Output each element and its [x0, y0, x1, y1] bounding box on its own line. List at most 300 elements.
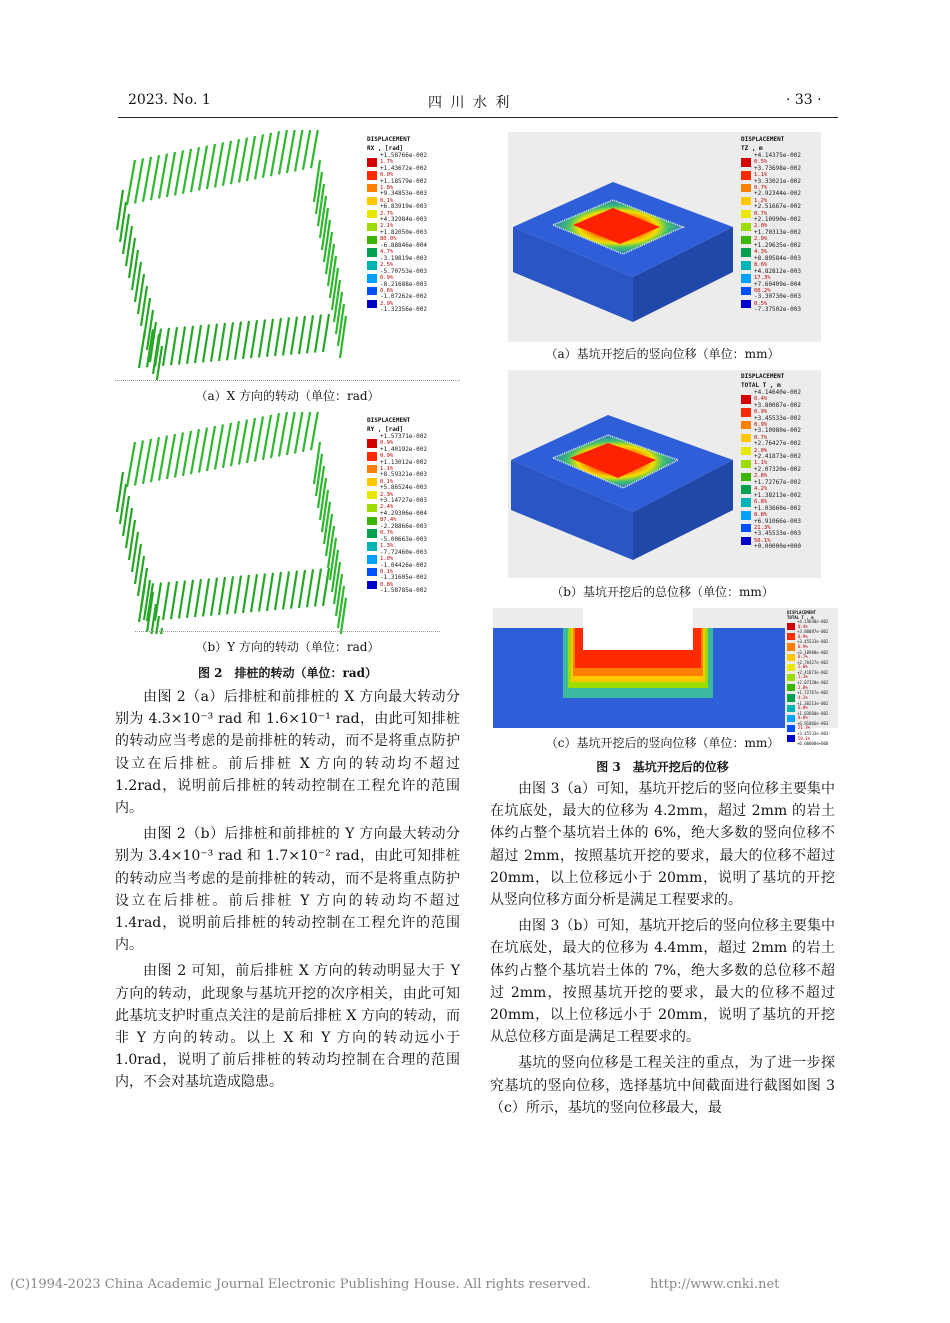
legend-swatch: [787, 684, 795, 691]
legend-swatch: [741, 498, 751, 506]
pile-segment: [167, 434, 175, 479]
legend-swatch: [367, 568, 377, 576]
pile-segment: [259, 320, 265, 358]
pile-segment: [235, 576, 241, 614]
legend-percent: 8.6%: [754, 262, 768, 269]
pile-segment: [215, 142, 223, 187]
pile-segment: [195, 325, 201, 363]
legend-value-label: -2.28866e-003: [380, 522, 427, 530]
pile-segment: [299, 316, 305, 354]
pile-segment: [283, 571, 289, 609]
legend-percent: 0.5%: [754, 159, 768, 166]
pile-segment: [215, 424, 223, 469]
journal-name: 四 川 水 利: [428, 95, 512, 111]
pile-segment: [279, 412, 287, 457]
legend-percent: 0.6%: [380, 287, 394, 294]
fig2b: [115, 412, 460, 634]
legend-value-label: +6.91066e-003: [754, 517, 801, 525]
fig3c-caption: （c）基坑开挖后的竖向位移（单位：mm）: [545, 736, 780, 750]
pile-segment: [231, 139, 239, 184]
legend-percent: 1.1%: [380, 465, 394, 472]
legend-swatch: [787, 664, 795, 671]
legend-value-label: +4.32984e-003: [380, 216, 427, 224]
pile-segment: [291, 571, 297, 609]
pile-segment: [239, 138, 247, 183]
pile-segment: [255, 416, 263, 461]
pile-segment: [255, 134, 263, 179]
legend-swatch: [367, 517, 377, 525]
legend-percent: 8.8%: [798, 715, 808, 721]
legend-percent: 0.9%: [754, 408, 768, 415]
legend-percent: 0.5%: [754, 300, 768, 307]
legend-subtitle: TOTAL T , m: [741, 381, 781, 389]
legend-percent: 2.0%: [754, 447, 768, 454]
fig3a: [508, 132, 821, 342]
pile-segment: [159, 436, 167, 481]
legend-value-label: +6.91066e-003: [797, 720, 829, 726]
legend-value-label: +5.86524e-003: [380, 484, 427, 492]
legend-value-label: +1.43672e-002: [380, 164, 427, 172]
legend-swatch: [367, 542, 377, 550]
pile-segment: [199, 146, 207, 191]
pile-segment: [163, 328, 169, 366]
pile-segment: [175, 150, 183, 195]
legend-value-label: +0.00000e+000: [754, 543, 801, 551]
paragraph: 由图 3（b）可知，基坑开挖后的竖向位移主要集中在坑底处，最大的位移为 4.4mm，超过 2mm 的岩土体约占整个基坑岩土体的 7%，绝大多数的总位移不超过 2mm，按照基坑开挖的要求，最大的位移不超过 20mm，以上位移远小于 20mm，说明了基坑的开挖从总位移方面是满足工程要求的。: [490, 918, 835, 1046]
legend-swatch: [741, 274, 751, 282]
legend-swatch: [787, 715, 795, 722]
legend-swatch: [367, 465, 377, 473]
fig3b-contour-image: [508, 370, 738, 578]
legend-percent: 0.1%: [380, 478, 394, 485]
pile-segment: [311, 130, 319, 168]
legend-swatch: [741, 184, 751, 192]
legend-value-label: +3.80087e-002: [797, 629, 829, 635]
pile-segment: [171, 581, 177, 619]
pile-segment: [251, 574, 257, 612]
legend-swatch: [787, 623, 795, 630]
legend-percent: 0.4%: [754, 396, 768, 403]
legend-value-label: -7.72460e-003: [380, 548, 427, 556]
pile-segment: [187, 580, 193, 618]
legend-value-label: +2.07320e-002: [754, 466, 801, 474]
legend-value-label: +6.83919e-003: [380, 203, 427, 211]
pile-segment: [295, 130, 303, 171]
legend-value-label: +2.07320e-002: [797, 680, 829, 686]
legend-percent: 4.2%: [798, 694, 808, 700]
legend-percent: 0.4%: [798, 623, 808, 629]
legend-value-label: +3.14727e-003: [380, 497, 427, 505]
paragraph: 基坑的竖向位移是工程关注的重点，为了进一步探究基坑的竖向位移，选择基坑中间截面进行截图如图 3（c）所示，基坑的竖向位移最大，最: [490, 1055, 835, 1116]
pile-segment: [199, 428, 207, 473]
left-column-text: [115, 686, 460, 1094]
legend-swatch: [741, 473, 751, 481]
paragraph: 由图 2（a）后排桩和前排桩的 X 方向最大转动分别为 4.3×10⁻³ rad 和 1.6×10⁻¹ rad，由此可知排桩的转动应当考虑的是前排桩的转动，而不是将重点防护设立在后排桩。前后排桩 X 方向的转动均不超过 1.2rad，说明前后排桩的转动控制在工程允许的范围内。: [115, 689, 460, 817]
legend-value-label: +1.40192e-002: [380, 445, 427, 453]
fig3b: [508, 370, 821, 578]
pile-segment: [203, 578, 209, 616]
page-number: · 33 ·: [786, 92, 822, 108]
fig3-title: 图 3 基坑开挖后的位移: [596, 760, 729, 774]
footer-url[interactable]: http://www.cnki.net: [650, 1277, 780, 1292]
legend-value-label: +8.89584e-003: [754, 254, 801, 262]
legend-value-label: +1.03660e-002: [754, 504, 801, 512]
legend-value-label: -5.70753e-003: [380, 267, 427, 275]
legend-value-label: +2.10990e-002: [754, 216, 801, 224]
legend-value-label: -3.19819e-003: [380, 254, 427, 262]
legend-percent: 50.1%: [798, 735, 811, 741]
legend-value-label: +1.57371e-002: [380, 432, 427, 440]
legend-swatch: [741, 261, 751, 269]
legend-value-label: +3.33021e-002: [754, 177, 801, 185]
legend-swatch: [787, 705, 795, 712]
legend-percent: 0.7%: [380, 530, 394, 537]
pile-segment: [271, 413, 279, 458]
legend-swatch: [741, 460, 751, 468]
pile-segment: [227, 322, 233, 360]
legend-percent: 0.7%: [754, 184, 768, 191]
pile-segment: [191, 147, 199, 192]
pile-segment: [207, 144, 215, 189]
pile-segment: [179, 327, 185, 365]
fig2b-sep: [135, 631, 440, 632]
legend-swatch: [741, 408, 751, 416]
pile-segment: [323, 568, 329, 606]
legend-percent: 2.8%: [754, 473, 768, 480]
legend-value-label: +3.10980e-002: [754, 427, 801, 435]
pile-segment: [135, 440, 143, 485]
pile-segment: [227, 576, 233, 614]
fig2a-sep: [115, 380, 460, 381]
pile-segment: [251, 320, 257, 358]
legend-swatch: [367, 171, 377, 179]
legend-value-label: +1.70313e-002: [754, 229, 801, 237]
legend-value: [741, 545, 801, 549]
legend-value-label: +3.45533e-003: [797, 731, 829, 737]
pile-segment: [135, 158, 143, 203]
fig2-title: 图 2 排桩的转动（单位：rad）: [197, 666, 378, 680]
pile-segment: [127, 442, 135, 487]
pile-segment: [299, 570, 305, 608]
legend-value-label: +1.18579e-002: [380, 177, 427, 185]
pile-segment: [275, 318, 281, 356]
legend-value-label: -1.04426e-002: [380, 561, 427, 569]
legend-swatch: [787, 654, 795, 661]
pile-segment: [235, 322, 241, 360]
fig3b-legend: [741, 373, 801, 550]
legend-percent: 2.9%: [754, 236, 768, 243]
journal-issue: 2023. No. 1: [128, 92, 211, 108]
legend-value-label: +1.29635e-002: [754, 241, 801, 249]
legend-swatch: [741, 511, 751, 519]
legend-percent: 2.1%: [380, 223, 394, 230]
legend-swatch: [367, 184, 377, 192]
pile-segment: [171, 327, 177, 365]
legend-swatch: [367, 581, 377, 589]
legend-value-label: +4.14640e-002: [754, 388, 801, 396]
legend-value-label: +1.72767e-002: [754, 478, 801, 486]
legend-percent: 1.3%: [380, 543, 394, 550]
legend-percent: 17.3%: [754, 274, 771, 281]
legend-value-label: +3.10980e-002: [797, 649, 829, 655]
legend-percent: 60.2%: [754, 287, 771, 294]
pile-segment: [163, 582, 169, 620]
pile-segment: [267, 319, 273, 357]
legend-percent: 2.4%: [380, 504, 394, 511]
legend-value-label: +4.14375e-002: [754, 151, 801, 159]
legend-percent: 50.1%: [754, 537, 771, 544]
legend-value-label: +8.59321e-003: [380, 471, 427, 479]
pile-segment: [243, 321, 249, 359]
legend-swatch: [367, 300, 377, 308]
fig2a-legend: [367, 136, 427, 313]
pile-segment: [295, 412, 303, 453]
legend-percent: 2.9%: [380, 300, 394, 307]
legend-percent: 1.2%: [754, 197, 768, 204]
legend-percent: 2.5%: [380, 262, 394, 269]
legend-swatch: [367, 504, 377, 512]
pile-segment: [259, 574, 265, 612]
pile-segment: [291, 317, 297, 355]
pile-segment: [219, 323, 225, 361]
pile-segment: [223, 141, 231, 186]
pile-segment: [167, 152, 175, 197]
pile-segment: [287, 130, 295, 173]
pile-segment: [315, 315, 321, 353]
legend-value-label: +1.72767e-002: [797, 690, 829, 696]
legend-value-label: -8.21688e-003: [380, 280, 427, 288]
legend-percent: 0.9%: [798, 633, 808, 639]
legend-percent: 1.1%: [754, 171, 768, 178]
pile-segment: [307, 569, 313, 607]
legend-value-label: +0.00000e+000: [797, 741, 829, 747]
pile-segment: [139, 330, 145, 368]
fig3b-caption: （b）基坑开挖后的总位移（单位：mm）: [551, 585, 774, 599]
legend-value-label: +1.82050e-003: [380, 229, 427, 237]
legend-value: [367, 308, 427, 312]
pile-segment: [143, 157, 151, 202]
legend-swatch: [787, 643, 795, 650]
legend-percent: 0.7%: [798, 654, 808, 660]
pile-segment: [143, 439, 151, 484]
legend-swatch: [367, 478, 377, 486]
pile-segment: [151, 155, 159, 200]
legend-swatch: [367, 287, 377, 295]
legend-swatch: [741, 210, 751, 218]
legend-value-label: +3.45533e-002: [754, 414, 801, 422]
legend-swatch: [741, 434, 751, 442]
pile-segment: [175, 432, 183, 477]
legend-value-label: -7.37502e-003: [754, 306, 801, 314]
legend-swatch: [367, 236, 377, 244]
pile-segment: [275, 572, 281, 610]
pile-segment: [159, 154, 167, 199]
pile-segment: [183, 149, 191, 194]
legend-swatch: [367, 555, 377, 563]
legend-value: [741, 308, 801, 312]
legend-swatch: [367, 210, 377, 218]
legend-percent: 0.9%: [754, 421, 768, 428]
pile-segment: [239, 420, 247, 465]
legend-title: DISPLACEMENT: [367, 417, 411, 424]
legend-subtitle: RX , [rad]: [367, 144, 404, 152]
legend-value-label: +2.92344e-002: [754, 190, 801, 198]
legend-percent: 1.1%: [798, 674, 808, 680]
legend-percent: 0.7%: [754, 210, 768, 217]
legend-percent: 2.0%: [798, 664, 808, 670]
legend-swatch: [741, 171, 751, 179]
fig2b-piles-image: [115, 412, 355, 634]
legend-swatch: [367, 274, 377, 282]
legend-value-label: +9.34853e-003: [380, 190, 427, 198]
legend-swatch: [367, 248, 377, 256]
legend-value-label: -3.30730e-003: [754, 293, 801, 301]
legend-swatch: [741, 158, 751, 166]
legend-percent: 2.8%: [798, 684, 808, 690]
legend-percent: 8.8%: [754, 511, 768, 518]
legend-title: DISPLACEMENT: [741, 136, 785, 143]
legend-swatch: [741, 485, 751, 493]
legend-swatch: [367, 197, 377, 205]
paragraph: 由图 2（b）后排桩和前排桩的 Y 方向最大转动分别为 3.4×10⁻³ rad 和 1.7×10⁻² rad，由此可知排桩的转动应当考虑的是前排桩的转动，而不是将重点防护设立在后排桩。前后排桩 Y 方向的转动均不超过 1.4rad，说明前后排桩的转动控制在工程允许的范围内。: [115, 826, 460, 954]
right-column-text: [490, 778, 835, 1119]
pile-segment: [179, 581, 185, 619]
legend-value-label: +3.45533e-003: [754, 530, 801, 538]
fig3a-caption: （a）基坑开挖后的竖向位移（单位：mm）: [545, 347, 780, 361]
legend-swatch: [787, 633, 795, 640]
pile-segment: [311, 412, 319, 450]
legend-percent: 2.0%: [754, 223, 768, 230]
legend-percent: 80.0%: [380, 236, 397, 243]
fig2b-caption: （b）Y 方向的转动（单位：rad）: [195, 640, 380, 654]
pile-segment: [287, 412, 295, 455]
pile-segment: [271, 131, 279, 176]
legend-swatch: [741, 236, 751, 244]
legend-value-label: -5.00663e-003: [380, 535, 427, 543]
legend-percent: 1.8%: [380, 184, 394, 191]
legend-swatch: [741, 287, 751, 295]
legend-value-label: +2.41873e-002: [754, 453, 801, 461]
legend-value-label: +3.80087e-002: [754, 401, 801, 409]
legend-value-label: +7.60409e-004: [754, 280, 801, 288]
fig3c-section-image: [493, 608, 785, 728]
legend-swatch: [741, 223, 751, 231]
legend-percent: 2.7%: [380, 210, 394, 217]
pile-segment: [263, 133, 271, 178]
pile-segment: [155, 583, 161, 621]
legend-swatch: [787, 725, 795, 732]
legend-percent: 0.9%: [380, 452, 394, 459]
legend-title: DISPLACEMENT: [787, 610, 816, 615]
legend-percent: 0.0%: [380, 171, 394, 178]
pile-segment: [183, 431, 191, 476]
legend-subtitle: TOTAL T , m: [787, 615, 814, 620]
legend-value-label: +1.13012e-002: [380, 458, 427, 466]
legend-swatch: [741, 248, 751, 256]
pile-segment: [247, 136, 255, 181]
legend-swatch: [367, 439, 377, 447]
legend-percent: 0.7%: [754, 434, 768, 441]
legend-title: DISPLACEMENT: [741, 373, 785, 380]
legend-value-label: +1.58766e-002: [380, 151, 427, 159]
pile-segment: [191, 429, 199, 474]
legend-value-label: +3.73698e-002: [754, 164, 801, 172]
legend-swatch: [367, 452, 377, 460]
legend-value-label: +1.38213e-002: [797, 700, 829, 706]
footer-copyright: (C)1994-2023 China Academic Journal Electronic Publishing House. All rights reserved.: [10, 1277, 591, 1292]
pile-segment: [151, 437, 159, 482]
legend-value-label: +1.03660e-002: [797, 710, 829, 716]
legend-value-label: +2.41873e-002: [797, 669, 829, 675]
pile-segment: [283, 317, 289, 355]
legend-percent: 4.3%: [754, 249, 768, 256]
legend-percent: 0.9%: [380, 274, 394, 281]
legend-percent: 0.9%: [380, 440, 394, 447]
legend-swatch: [741, 197, 751, 205]
pile-segment: [315, 569, 321, 607]
legend-swatch: [367, 261, 377, 269]
pile-segment: [223, 423, 231, 468]
pile-segment: [195, 579, 201, 617]
legend-value: [367, 589, 427, 593]
pile-segment: [303, 412, 311, 452]
legend-value-label: -1.58785e-002: [380, 587, 427, 595]
legend-percent: 0.9%: [798, 643, 808, 649]
legend-percent: 0.1%: [380, 568, 394, 575]
pile-segment: [219, 577, 225, 615]
legend-value-label: +4.82812e-003: [754, 267, 801, 275]
pile-segment: [211, 324, 217, 362]
legend-value-label: +2.51667e-002: [754, 203, 801, 211]
pile-segment: [307, 315, 313, 353]
legend-percent: 0.8%: [380, 581, 394, 588]
legend-percent: 4.7%: [380, 249, 394, 256]
legend-swatch: [787, 674, 795, 681]
paragraph: 由图 3（a）可知，基坑开挖后的竖向位移主要集中在坑底处，最大的位移为 4.2mm，超过 2mm 的岩土体约占整个基坑岩土体的 6%，绝大多数的竖向位移不超过 2mm，按照基坑开挖的要求，最大的位移不超过 20mm，以上位移远小于 20mm，说明了基坑的开挖从竖向位移方面分析是满足工程要求的。: [490, 781, 835, 909]
paragraph: 由图 2 可知，前后排桩 X 方向的转动明显大于 Y 方向的转动，此现象与基坑开挖的次序相关，由此可知此基坑支护时重点关注的是前后排桩 X 方向的转动，而非 Y 方向的转动。以上 X 和 Y 方向的转动远小于 1.0rad，说明了前后排桩的转动均控制在合理的范围内，不会对基坑造成隐患。: [115, 963, 460, 1091]
fig2a: [115, 130, 460, 380]
header-rule: [118, 117, 838, 118]
pile-segment: [187, 326, 193, 364]
legend-value-label: +4.29306e-004: [380, 510, 427, 518]
legend-percent: 6.8%: [754, 499, 768, 506]
legend-value-label: +4.14640e-002: [797, 619, 829, 624]
legend-swatch: [741, 447, 751, 455]
legend-title: DISPLACEMENT: [367, 136, 411, 143]
pile-segment: [279, 130, 287, 175]
legend-value-label: -6.88846e-004: [380, 241, 427, 249]
legend-subtitle: TZ , m: [741, 144, 763, 152]
legend-value-label: +2.76427e-002: [754, 440, 801, 448]
legend-swatch: [367, 223, 377, 231]
legend-percent: 6.8%: [798, 705, 808, 711]
fig2b-legend: [367, 417, 427, 594]
legend-swatch: [741, 537, 751, 545]
fig3c-legend: [787, 610, 828, 745]
fig3a-legend: [741, 136, 801, 313]
pile-segment: [127, 160, 135, 205]
legend-subtitle: RY , [rad]: [367, 425, 404, 433]
legend-swatch: [367, 158, 377, 166]
legend-value-label: +2.76427e-002: [797, 659, 829, 665]
legend-percent: 21.3%: [754, 524, 771, 531]
legend-value-label: -1.32356e-002: [380, 306, 427, 314]
legend-percent: 1.0%: [380, 555, 394, 562]
pile-segment: [243, 575, 249, 613]
legend-percent: 1.7%: [380, 159, 394, 166]
pile-segment: [231, 421, 239, 466]
fig2a-caption: （a）X 方向的转动（单位：rad）: [195, 389, 380, 403]
